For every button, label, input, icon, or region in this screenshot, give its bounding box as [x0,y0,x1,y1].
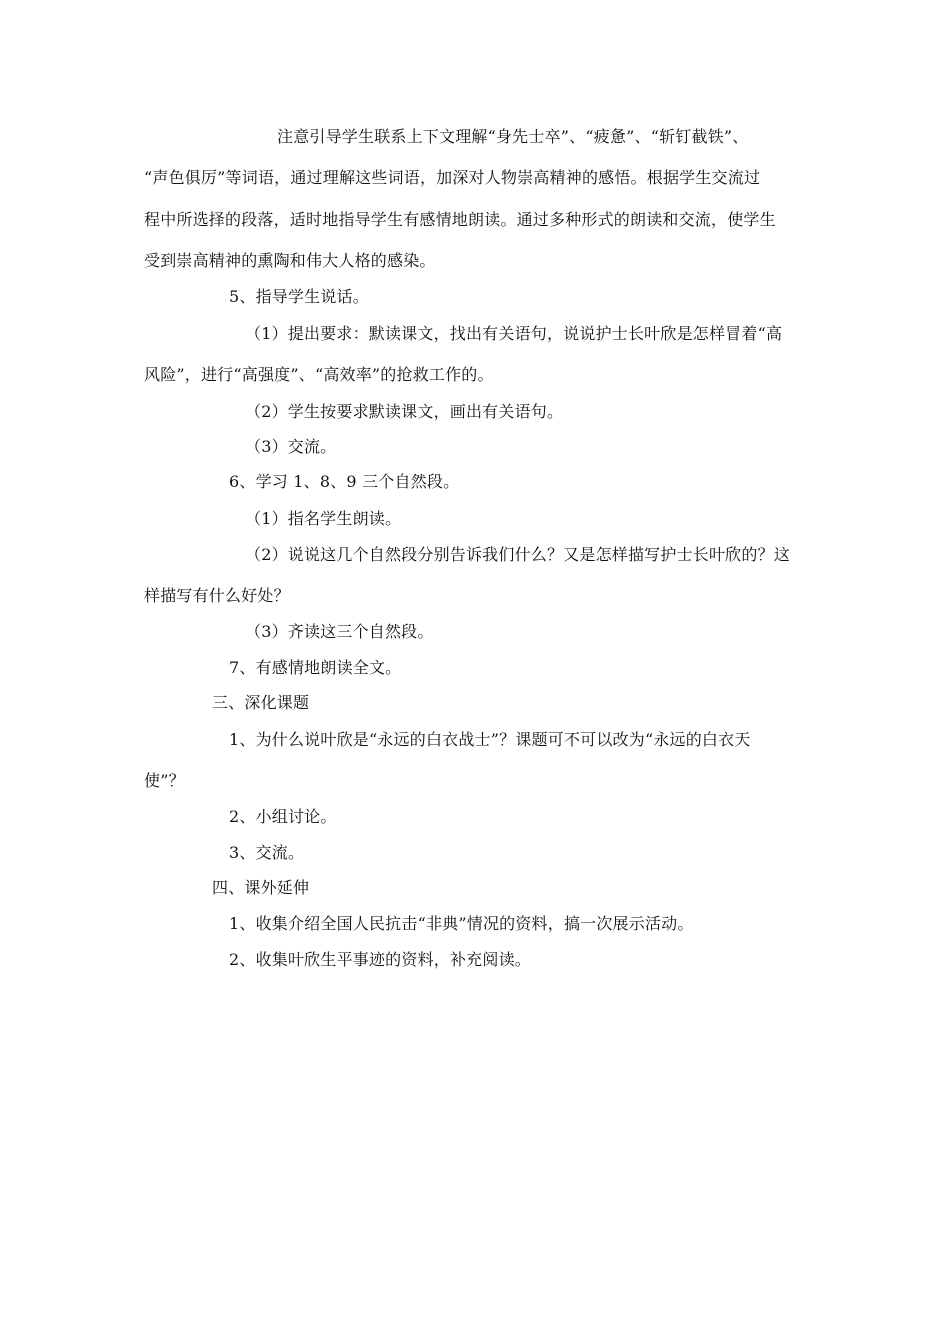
paragraph-line: “声色俱厉”等词语，通过理解这些词语，加深对人物崇高精神的感悟。根据学生交流过 [144,168,761,187]
list-item: 2、收集叶欣生平事迹的资料，补充阅读。 [229,950,531,969]
section-heading: 四、课外延伸 [212,878,310,897]
paragraph-line: 样描写有什么好处？ [144,586,290,605]
paragraph-line: 使”？ [144,771,185,790]
list-subitem: （3）交流。 [245,437,337,456]
paragraph-line: 注意引导学生联系上下文理解“身先士卒”、“疲惫”、“斩钉截铁”、 [277,127,749,146]
list-subitem: （3）齐读这三个自然段。 [245,622,434,641]
list-item: 7、有感情地朗读全文。 [229,658,402,677]
list-subitem: （2）说说这几个自然段分别告诉我们什么？又是怎样描写护士长叶欣的？这 [245,545,790,564]
list-item: 2、小组讨论。 [229,807,337,826]
section-heading: 三、深化课题 [212,693,310,712]
list-subitem: （2）学生按要求默读课文，画出有关语句。 [245,402,564,421]
list-subitem: （1）指名学生朗读。 [245,509,402,528]
list-item: 6、学习 1、8、9 三个自然段。 [229,472,460,491]
list-subitem: （1）提出要求：默读课文，找出有关语句，说说护士长叶欣是怎样冒着“高 [245,324,783,343]
paragraph-line: 风险”，进行“高强度”、“高效率”的抢救工作的。 [144,365,494,384]
list-item: 5、指导学生说话。 [229,287,369,306]
paragraph-line: 受到崇高精神的熏陶和伟大人格的感染。 [144,251,436,270]
list-item: 3、交流。 [229,843,305,862]
list-item: 1、收集介绍全国人民抗击“非典”情况的资料，搞一次展示活动。 [229,914,694,933]
list-item: 1、为什么说叶欣是“永远的白衣战士”？课题可不可以改为“永远的白衣天 [229,730,751,749]
paragraph-line: 程中所选择的段落，适时地指导学生有感情地朗读。通过多种形式的朗读和交流，使学生 [144,210,776,229]
